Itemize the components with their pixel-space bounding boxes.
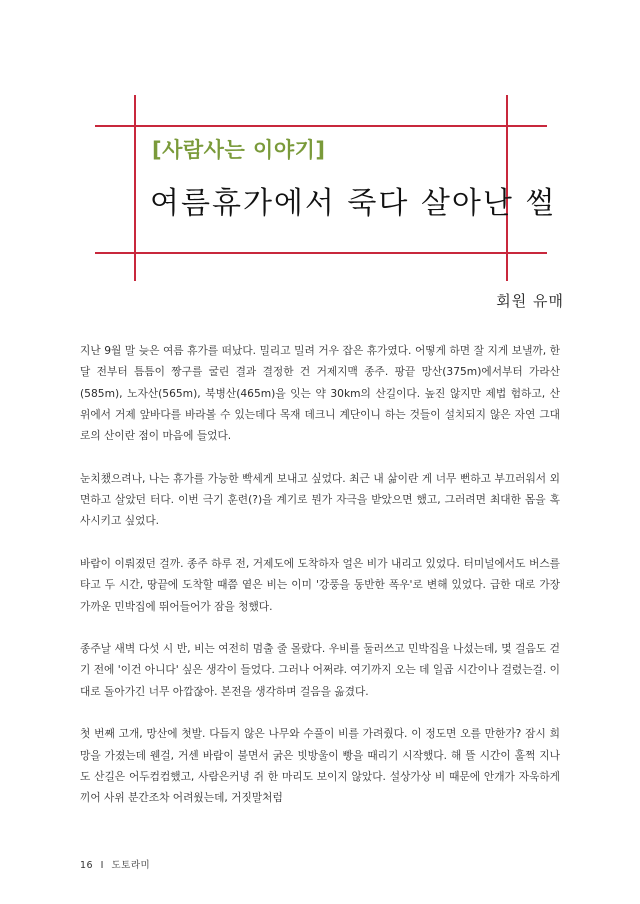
paragraph: 종주날 새벽 다섯 시 반, 비는 여전히 멈출 줄 몰랐다. 우비를 둘러쓰고 민박집을 나섰는데, 몇 걸음도 걷기 전에 '이건 아니다' 싶은 생각이 들었다. 그러나 어쩌랴. 여기까지 오는 데 일곱 시간이나 걸렸는걸. 이대로 돌아가긴 너무 아깝잖아. 본전을 생각하며 걸음을 옮겼다. — [80, 642, 560, 698]
page-title: 여름휴가에서 죽다 살아난 썰 — [150, 186, 557, 221]
page-footer — [80, 857, 150, 871]
paragraph: 바람이 이뤄졌던 걸까. 종주 하루 전, 거제도에 도착하자 얼은 비가 내리고 있었다. 터미널에서도 버스를 타고 두 시간, 땅끝에 도착할 때쯤 옅은 비는 이미 '강풍을 동반한 폭우'로 변해 있었다. 급한 대로 가장 가까운 민박집에 뛰어들어가 잠을 청했다. — [80, 556, 560, 613]
paragraph: 지난 9월 말 늦은 여름 휴가를 떠났다. 밀리고 밀려 거우 잡은 휴가였다. 어떻게 하면 잘 지게 보낼까, 한 달 전부터 틈틈이 짱구를 굴린 결과 결정한 건 거제지맥 종주. 팡끝 망산(375m)에서부터 가라산(585m), 노자산(565m), 북병산(465m)을 잇는 약 30km의 산길이다. 높진 않지만 제법 험하고, 산 위에서 거제 앞바다를 바라볼 수 있는데다 목재 데크니 계단이니 하는 것들이 설치되지 않은 자연 그대로의 산이란 점이 마음에 들었다. — [80, 344, 560, 443]
paragraph: 첫 번째 고개, 망산에 첫발. 다듬지 않은 나무와 수풀이 비를 가려줬다. 이 정도면 오를 만한가? 잠시 희망을 가졌는데 웬걸, 거센 바람이 불면서 굵은 빗방울이 빵을 때리기 시작했다. 해 뜰 시간이 훌쩍 지나도 산길은 어두컴컴했고, 사람은커녕 쥐 한 마리도 보이지 않았다. 설상가상 비 때문에 안개가 자욱하게 끼어 사위 분간조차 어려웠는데, 거짓말처럼 — [80, 727, 560, 805]
magazine-name: 도토라미 — [111, 860, 151, 871]
frame-line-top — [95, 125, 547, 127]
footer-separator: I — [100, 860, 104, 871]
frame-line-left — [134, 95, 136, 281]
page-number: 16 — [80, 860, 94, 871]
section-category: [사람사는 이야기] — [152, 138, 326, 162]
author-byline: 회원 유매 — [496, 292, 564, 310]
article-body — [80, 340, 560, 830]
paragraph: 눈치챘으려나, 나는 휴가를 가능한 빡세게 보내고 싶었다. 최근 내 삶이란 게 너무 뻔하고 부끄러워서 외면하고 살았던 터다. 이번 극기 훈련(?)을 계기로 뭔가 자극을 받았으면 했고, 그러려면 최대한 몸을 혹사시키고 싶었다. — [80, 471, 560, 528]
frame-line-bottom — [95, 252, 547, 254]
